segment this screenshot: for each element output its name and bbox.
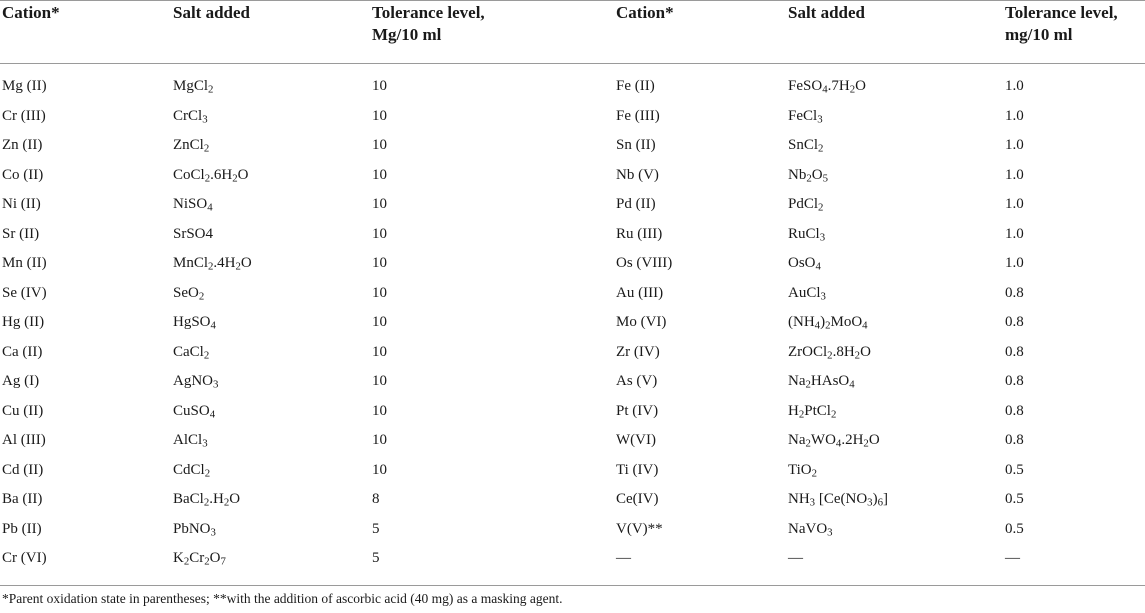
cell-tolerance-left: 10 — [372, 343, 387, 360]
cell-cation-right: Sn (II) — [616, 137, 656, 153]
cell-salt-left: AlCl$_3$ — [173, 432, 208, 450]
table-row — [0, 132, 1145, 162]
cell-cation-left: Ca (II) — [2, 343, 43, 360]
cell-tolerance-right: 1.0 — [1005, 255, 1024, 271]
cell-tolerance-right: 0.8 — [1005, 284, 1024, 301]
cell-salt-left: CrCl$_3$ — [173, 107, 208, 126]
cell-cation-right: Pt (IV) — [616, 402, 659, 419]
cell-salt-right: PdCl$_2$ — [788, 196, 824, 214]
table-row — [0, 250, 1145, 280]
cell-cation-right: Au (III) — [616, 284, 664, 301]
cell-tolerance-left: 10 — [372, 402, 387, 419]
cell-salt-right: AuCl$_3$ — [788, 284, 826, 303]
cell-cation-left: Co (II) — [2, 166, 44, 183]
cell-tolerance-left: 10 — [372, 284, 387, 301]
cell-tolerance-right: 0.8 — [1005, 402, 1024, 419]
table-row — [0, 309, 1145, 339]
cell-salt-right: $Nb_2O_5$ — [788, 166, 828, 185]
cell-tolerance-right: 0.8 — [1005, 343, 1024, 360]
cell-tolerance-right: 1.0 — [1005, 137, 1024, 153]
top-rule — [0, 0, 1145, 1]
cell-tolerance-left: 10 — [372, 166, 387, 183]
cell-tolerance-right: 1.0 — [1005, 166, 1024, 183]
table-row — [0, 516, 1145, 546]
cell-salt-left: MgCl$_2$ — [173, 78, 214, 96]
cell-salt-left: HgSO$_4$ — [173, 314, 216, 332]
cell-cation-left: Mg (II) — [2, 78, 47, 94]
cell-tolerance-right: 0.5 — [1005, 520, 1024, 537]
cell-salt-right: NaVO$_3$ — [788, 520, 833, 539]
cell-salt-right: FeCl$_3$ — [788, 107, 823, 126]
cell-tolerance-left: 10 — [372, 196, 387, 212]
cell-tolerance-left: 10 — [372, 373, 387, 389]
cell-tolerance-right: 0.8 — [1005, 314, 1024, 330]
cell-tolerance-left: 10 — [372, 461, 387, 478]
cell-cation-left: Ag (I) — [2, 373, 40, 389]
cell-tolerance-right: 0.8 — [1005, 432, 1024, 448]
cell-salt-left: AgNO$_3$ — [173, 373, 219, 391]
cell-salt-left: CdCl$_2$ — [173, 461, 211, 480]
cell-tolerance-right: 0.5 — [1005, 461, 1024, 478]
table-row — [0, 221, 1145, 251]
table-row — [0, 398, 1145, 428]
cell-salt-left: CaCl$_2$ — [173, 343, 210, 362]
cell-cation-right: Zr (IV) — [616, 343, 660, 360]
cell-cation-left: Sr (II) — [2, 225, 40, 242]
header-cation-right: Cation* — [616, 3, 674, 22]
cell-salt-left: $BaCl_2.H_2O$ — [173, 491, 241, 509]
cell-salt-right: $Na_2WO_4.2H_2O$ — [788, 432, 880, 450]
cell-salt-left: $K_2Cr_2O_7$ — [173, 550, 226, 568]
table-row — [0, 368, 1145, 398]
cell-salt-right: $FeSO_4.7H_2O$ — [788, 78, 866, 96]
bottom-rule — [0, 585, 1145, 586]
cell-salt-left: PbNO$_3$ — [173, 520, 216, 539]
cell-tolerance-left: 10 — [372, 107, 387, 124]
header-cation-left: Cation* — [2, 3, 60, 22]
cell-cation-right: W(VI) — [616, 432, 656, 448]
cell-salt-left: SrSO4 — [173, 225, 214, 242]
cell-salt-left: $CoCl_2.6H_2O$ — [173, 166, 249, 185]
cell-cation-right: Ru (III) — [616, 225, 663, 242]
cell-tolerance-left: 5 — [372, 520, 380, 537]
cell-cation-right: Ti (IV) — [616, 461, 659, 478]
cell-tolerance-left: 8 — [372, 491, 380, 507]
table-row — [0, 103, 1145, 133]
table-row — [0, 162, 1145, 192]
cell-cation-left: Cr (III) — [2, 107, 46, 124]
header-rule — [0, 63, 1145, 64]
table-row — [0, 545, 1145, 575]
table-row — [0, 486, 1145, 516]
cell-tolerance-left: 10 — [372, 225, 387, 242]
cell-cation-right: Fe (III) — [616, 107, 660, 124]
cell-tolerance-left: 10 — [372, 137, 387, 153]
cell-tolerance-right: — — [1005, 550, 1020, 566]
cell-cation-right: Pd (II) — [616, 196, 656, 212]
cell-salt-right: SnCl$_2$ — [788, 137, 824, 155]
cell-cation-left: Al (III) — [2, 432, 46, 448]
cell-salt-right: $Na_2HAsO_4$ — [788, 373, 855, 391]
cell-cation-right: Mo (VI) — [616, 314, 667, 330]
cell-tolerance-left: 10 — [372, 432, 387, 448]
cell-salt-left: CuSO$_4$ — [173, 402, 216, 421]
cell-tolerance-right: 1.0 — [1005, 107, 1024, 124]
cell-tolerance-right: 0.5 — [1005, 491, 1024, 507]
cell-tolerance-right: 1.0 — [1005, 225, 1024, 242]
cell-tolerance-right: 1.0 — [1005, 196, 1024, 212]
cell-salt-left: SeO$_2$ — [173, 284, 205, 303]
table-row — [0, 457, 1145, 487]
cell-cation-left: Pb (II) — [2, 520, 42, 537]
header-salt-right: Salt added — [788, 3, 865, 22]
cell-tolerance-right: 0.8 — [1005, 373, 1024, 389]
cell-cation-right: — — [616, 550, 631, 566]
cell-tolerance-left: 10 — [372, 78, 387, 94]
cell-cation-right: Os (VIII) — [616, 255, 673, 271]
cell-tolerance-right: 1.0 — [1005, 78, 1024, 94]
cell-cation-right: Nb (V) — [616, 166, 659, 183]
cell-salt-right: $NH_3$ $[Ce(NO_3)_6]$ — [788, 491, 888, 509]
table-row — [0, 191, 1145, 221]
cell-cation-right: Ce(IV) — [616, 491, 659, 507]
cell-salt-left: ZnCl$_2$ — [173, 137, 210, 155]
cell-cation-left: Mn (II) — [2, 255, 47, 271]
cell-cation-left: Ni (II) — [2, 196, 41, 212]
cell-salt-right: $(NH_4)_2MoO_4$ — [788, 314, 868, 332]
cell-salt-right: TiO$_2$ — [788, 461, 818, 480]
cell-cation-left: Cu (II) — [2, 402, 44, 419]
table-row — [0, 427, 1145, 457]
cell-cation-right: V(V)** — [616, 520, 663, 537]
cell-cation-right: Fe (II) — [616, 78, 655, 94]
header-tolerance-left: Tolerance level, Mg/10 ml — [372, 3, 485, 44]
cell-cation-left: Se (IV) — [2, 284, 47, 301]
cell-tolerance-left: 5 — [372, 550, 380, 566]
cell-salt-right: $ZrOCl_2.8H_2O$ — [788, 343, 871, 362]
header-tolerance-right: Tolerance level, mg/10 ml — [1005, 3, 1118, 44]
cell-salt-left: NiSO$_4$ — [173, 196, 213, 214]
cell-salt-right: OsO$_4$ — [788, 255, 821, 273]
cell-salt-right: — — [788, 550, 803, 566]
footnote: *Parent oxidation state in parentheses; **with the addition of ascorbic acid (40 mg) as a masking agent. — [2, 591, 563, 606]
cell-salt-right: RuCl$_3$ — [788, 225, 826, 244]
cell-tolerance-left: 10 — [372, 314, 387, 330]
table-row — [0, 339, 1145, 369]
cell-cation-left: Cr (VI) — [2, 550, 47, 566]
header-salt-left: Salt added — [173, 3, 250, 22]
table-row — [0, 280, 1145, 310]
cell-salt-right: $H_2PtCl_2$ — [788, 402, 837, 421]
cell-cation-right: As (V) — [616, 373, 658, 389]
cell-salt-left: $MnCl_2.4H_2O$ — [173, 255, 252, 273]
cell-cation-left: Ba (II) — [2, 491, 43, 507]
cell-cation-left: Zn (II) — [2, 137, 43, 153]
cell-cation-left: Hg (II) — [2, 314, 45, 330]
cell-cation-left: Cd (II) — [2, 461, 44, 478]
table-row — [0, 73, 1145, 103]
cell-tolerance-left: 10 — [372, 255, 387, 271]
